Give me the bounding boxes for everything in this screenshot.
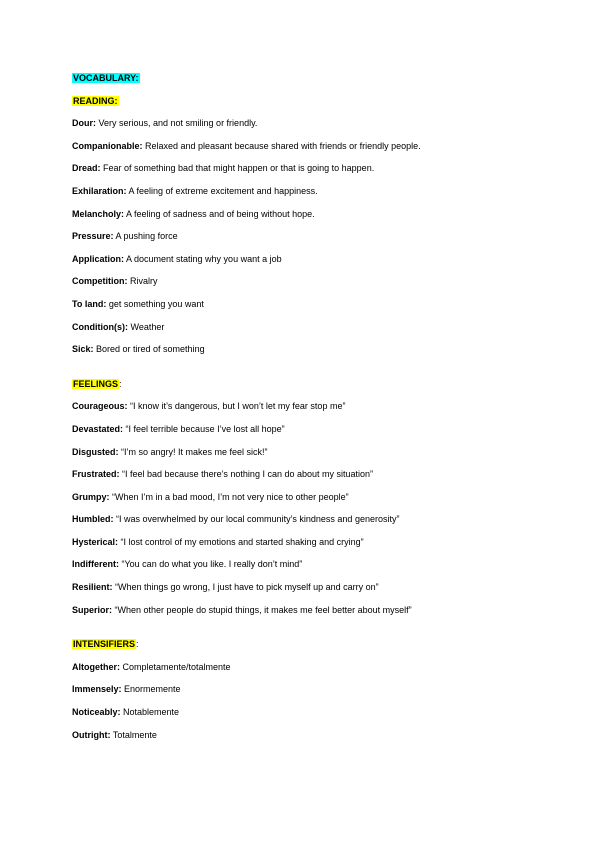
section-heading-line bbox=[72, 378, 542, 401]
list-item bbox=[72, 661, 542, 684]
vocab-definition: “I’m so angry! It makes me feel sick!” bbox=[118, 446, 268, 457]
list-item bbox=[72, 423, 542, 446]
vocab-term: Dour: bbox=[72, 118, 96, 129]
list-item bbox=[72, 468, 542, 491]
vocab-term: Exhilaration: bbox=[72, 185, 127, 196]
vocab-definition: “I feel bad because there’s nothing I can do about my situation” bbox=[119, 469, 374, 480]
vocab-term: Courageous: bbox=[72, 401, 128, 412]
vocab-definition: “I lost control of my emotions and started shaking and crying” bbox=[118, 536, 364, 547]
list-item bbox=[72, 162, 542, 185]
vocab-definition: A feeling of extreme excitement and happiness. bbox=[126, 185, 318, 196]
list-item bbox=[72, 230, 542, 253]
list-item bbox=[72, 446, 542, 469]
vocab-definition: “When I’m in a bad mood, I’m not very nice to other people” bbox=[109, 491, 349, 502]
section-heading-suffix: : bbox=[136, 639, 139, 650]
vocab-term: Dread: bbox=[72, 163, 101, 174]
list-item bbox=[72, 400, 542, 423]
vocab-term: Indifferent: bbox=[72, 559, 119, 570]
vocab-term: Altogether: bbox=[72, 661, 120, 672]
vocab-definition: Notablemente bbox=[120, 707, 180, 718]
list-item bbox=[72, 253, 542, 276]
vocab-term: Hysterical: bbox=[72, 536, 119, 547]
list-item bbox=[72, 298, 542, 321]
vocab-term: Outright: bbox=[72, 729, 111, 740]
list-item bbox=[72, 581, 542, 604]
list-item bbox=[72, 140, 542, 163]
section-heading-line bbox=[72, 638, 542, 661]
section-heading-feelings: FEELINGS bbox=[73, 378, 119, 389]
list-item bbox=[72, 117, 542, 140]
list-item bbox=[72, 706, 542, 729]
vocab-definition: “I was overwhelmed by our local community’s kindness and generosity” bbox=[113, 514, 400, 525]
vocab-term: Resilient: bbox=[72, 582, 113, 593]
vocab-definition: Weather bbox=[127, 321, 165, 332]
vocab-definition: get something you want bbox=[106, 298, 204, 309]
vocab-definition: Bored or tired of something bbox=[93, 344, 205, 355]
vocab-definition: “When things go wrong, I just have to pick myself up and carry on” bbox=[112, 582, 379, 593]
vocab-definition: Rivalry bbox=[127, 276, 158, 287]
vocab-definition: “You can do what you like. I really don’t mind” bbox=[119, 559, 303, 570]
vocab-definition: A pushing force bbox=[113, 231, 178, 242]
list-item bbox=[72, 558, 542, 581]
vocab-term: Grumpy: bbox=[72, 491, 110, 502]
list-item bbox=[72, 491, 542, 514]
vocab-definition: “When other people do stupid things, it makes me feel better about myself” bbox=[112, 604, 412, 615]
list-item bbox=[72, 275, 542, 298]
vocab-definition: “I know it’s dangerous, but I won’t let my fear stop me” bbox=[127, 401, 346, 412]
vocab-term: Application: bbox=[72, 253, 124, 264]
list-item bbox=[72, 536, 542, 559]
vocab-term: Disgusted: bbox=[72, 446, 119, 457]
list-item bbox=[72, 321, 542, 344]
vocabulary-title: VOCABULARY: bbox=[73, 73, 139, 83]
vocab-term: Frustrated: bbox=[72, 469, 120, 480]
list-item bbox=[72, 208, 542, 231]
list-item bbox=[72, 185, 542, 208]
vocab-term: Superior: bbox=[72, 604, 113, 615]
vocab-definition: Fear of something bad that might happen or that is going to happen. bbox=[100, 163, 375, 174]
vocab-term: Pressure: bbox=[72, 231, 114, 242]
vocab-definition: A document stating why you want a job bbox=[124, 253, 282, 264]
list-item bbox=[72, 513, 542, 536]
document-content bbox=[72, 72, 542, 751]
vocab-term: Companionable: bbox=[72, 140, 143, 151]
list-item bbox=[72, 343, 542, 366]
vocab-term: Immensely: bbox=[72, 684, 122, 695]
vocab-term: Noticeably: bbox=[72, 707, 121, 718]
vocab-term: To land: bbox=[72, 298, 107, 309]
list-item bbox=[72, 683, 542, 706]
vocab-definition: Very serious, and not smiling or friendly. bbox=[96, 118, 258, 129]
vocab-definition: Totalmente bbox=[110, 729, 157, 740]
section-heading-intensifiers: INTENSIFIERS bbox=[73, 639, 136, 650]
section-spacer bbox=[72, 626, 542, 638]
vocab-term: Melancholy: bbox=[72, 208, 125, 219]
vocab-term: Humbled: bbox=[72, 514, 114, 525]
vocab-definition: “I feel terrible because I’ve lost all hope” bbox=[123, 423, 285, 434]
vocab-definition: A feeling of sadness and of being without hope. bbox=[124, 208, 315, 219]
section-intensifiers bbox=[72, 638, 542, 751]
section-heading-suffix: : bbox=[119, 378, 122, 389]
section-heading-reading: READING: bbox=[73, 95, 118, 106]
list-item bbox=[72, 729, 542, 752]
vocab-term: Sick: bbox=[72, 344, 94, 355]
vocab-term: Competition: bbox=[72, 276, 128, 287]
list-item bbox=[72, 604, 542, 627]
vocab-definition: Enormemente bbox=[121, 684, 181, 695]
section-spacer bbox=[72, 366, 542, 378]
vocab-definition: Completamente/totalmente bbox=[120, 661, 231, 672]
section-heading-line bbox=[72, 95, 542, 118]
vocab-definition: Relaxed and pleasant because shared with friends or friendly people. bbox=[142, 140, 421, 151]
vocab-term: Devastated: bbox=[72, 423, 124, 434]
section-feelings bbox=[72, 378, 542, 627]
vocabulary-title-line bbox=[72, 72, 542, 95]
vocab-term: Condition(s): bbox=[72, 321, 128, 332]
section-reading bbox=[72, 95, 542, 366]
